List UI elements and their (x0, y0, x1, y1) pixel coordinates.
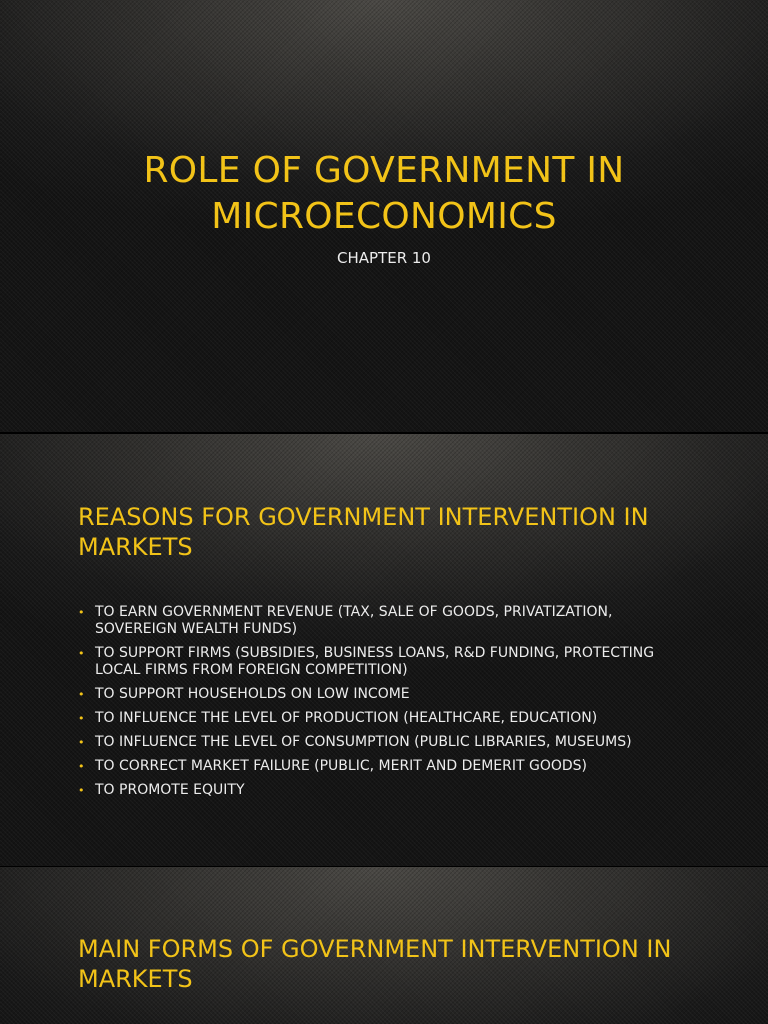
reasons-bullet-list (78, 604, 678, 806)
bullet-item (78, 710, 678, 727)
bullet-text: TO SUPPORT FIRMS (SUBSIDIES, BUSINESS LOANS, R&D FUNDING, PROTECTING LOCAL FIRMS FROM FOREIGN COMPETITION) (95, 645, 655, 678)
reasons-heading: REASONS FOR GOVERNMENT INTERVENTION IN MARKETS (78, 503, 649, 561)
bullet-icon: • (78, 784, 85, 797)
reasons-slide[interactable] (0, 434, 768, 866)
chapter-subtitle: CHAPTER 10 (337, 249, 431, 267)
bullet-icon: • (78, 688, 85, 701)
forms-heading: MAIN FORMS OF GOVERNMENT INTERVENTION IN MARKETS (78, 935, 672, 993)
bullet-text: TO INFLUENCE THE LEVEL OF CONSUMPTION (PUBLIC LIBRARIES, MUSEUMS) (95, 734, 632, 750)
bullet-item (78, 686, 678, 703)
bullet-item (78, 782, 678, 799)
bullet-text: TO CORRECT MARKET FAILURE (PUBLIC, MERIT AND DEMERIT GOODS) (95, 758, 588, 774)
bullet-text: TO INFLUENCE THE LEVEL OF PRODUCTION (HEALTHCARE, EDUCATION) (95, 710, 598, 726)
bullet-item (78, 734, 678, 751)
title-slide[interactable] (0, 0, 768, 432)
bullet-icon: • (78, 712, 85, 725)
forms-slide[interactable] (0, 867, 768, 1024)
bullet-item (78, 645, 678, 679)
bullet-icon: • (78, 760, 85, 773)
bullet-icon: • (78, 606, 85, 619)
bullet-icon: • (78, 736, 85, 749)
bullet-text: TO PROMOTE EQUITY (95, 782, 245, 798)
bullet-text: TO SUPPORT HOUSEHOLDS ON LOW INCOME (95, 686, 410, 702)
bullet-item (78, 758, 678, 775)
bullet-item (78, 604, 678, 638)
bullet-text: TO EARN GOVERNMENT REVENUE (TAX, SALE OF GOODS, PRIVATIZATION, SOVEREIGN WEALTH FUNDS) (95, 604, 613, 637)
presentation-title: ROLE OF GOVERNMENT IN MICROECONOMICS (143, 150, 625, 237)
bullet-icon: • (78, 647, 85, 660)
